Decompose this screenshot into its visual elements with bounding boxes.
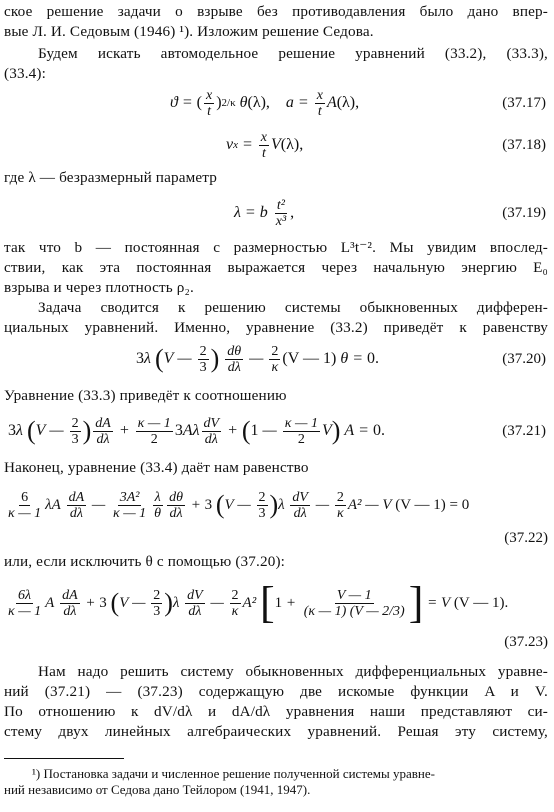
equation-37-21: 3 λ ( V — $\frac{2}{3}$ ) $\frac{dA}{d\lambda}$ + $\frac{\kappa — 1}{2}$ 3 Aλ $\frac{dV}{d\lambda}$ + ( 1 — $\frac{\kappa — 1}{2}$ V ) A = 0. (37.21) bbox=[8, 415, 546, 447]
footnote-line: ний независимо от Седова дано Тейлором (1941, 1947). bbox=[4, 782, 311, 797]
text-line: Задача сводится к решению системы обыкновенных дифферен- bbox=[38, 299, 548, 316]
equation-number: (37.20) bbox=[502, 351, 546, 367]
footnote-divider bbox=[4, 758, 124, 759]
equation-37-18: v x = $\frac{x}{t}$ V (λ), (37.18) bbox=[226, 129, 546, 161]
text-line: ствии, как эта постоянная выражается через начальную энергию E₀ bbox=[4, 259, 548, 276]
equation-number: (37.18) bbox=[502, 137, 546, 153]
equation-number: (37.22) bbox=[504, 530, 548, 546]
text-line: циальных уравнений. Именно, уравнение (33.2) приведёт к равенству bbox=[4, 319, 548, 336]
equation-37-17: ϑ = ( $\frac{x}{t}$ ) 2/κ θ (λ), a = $\frac{x}{t}$ A (λ), (37.17) bbox=[170, 87, 546, 119]
text-line: Наконец, уравнение (33.4) даёт нам равенство bbox=[4, 459, 309, 476]
text-line: стему двух линейных алгебраических уравнений. Решая эту систему, bbox=[4, 723, 548, 740]
text-line: Будем искать автомодельное решение уравнений (33.2), (33.3), bbox=[38, 45, 548, 62]
text-line: Нам надо решить систему обыкновенных дифференциальных уравне- bbox=[38, 663, 548, 680]
equation-37-20: 3 λ ( V — $\frac{2}{3}$ ) $\frac{d\theta}{d\lambda}$ — $\frac{2}{\kappa}$ (V — 1) θ = 0. (37.20) bbox=[136, 343, 546, 375]
text-line: вые Л. И. Седовым (1946) ¹). Изложим решение Седова. bbox=[4, 23, 374, 40]
text-line: ское решение задачи о взрыве без противодавления было дано впер- bbox=[4, 3, 548, 20]
text-line: Уравнение (33.3) приведёт к соотношению bbox=[4, 387, 287, 404]
equation-number: (37.17) bbox=[502, 95, 546, 111]
equation-37-19: λ = b $\frac{\text{t²}}{\text{x³}}$ , (37.19) bbox=[234, 197, 546, 229]
text-line: ний (37.21) — (37.23) содержащую две искомые функции A и V. bbox=[4, 683, 548, 700]
text-line: По отношению к dV/dλ и dA/dλ уравнения наши представляют си- bbox=[4, 703, 548, 720]
text-line: (33.4): bbox=[4, 65, 46, 82]
equation-number: (37.23) bbox=[504, 634, 548, 650]
equation-number: (37.21) bbox=[502, 423, 546, 439]
equation-37-22: $\frac{6}{\kappa — 1}$ λA $\frac{dA}{d\lambda}$ — $\frac{\text{3A²}}{\kappa — 1}$ $\frac{\lambda}{\theta}$ $\frac{d\theta}{d\lambda}$ + 3 ( V — $\frac{2}{3}$ ) λ $\frac{dV}{d\lambda}$ — $\frac{2}{\kappa}$ A² — V (V — 1) = 0 bbox=[8, 489, 470, 521]
text-line: или, если исключить θ с помощью (37.20): bbox=[4, 553, 286, 570]
text-line: так что b — постоянная с размерностью L³t⁻². Мы увидим впослед- bbox=[4, 239, 548, 256]
text-line: где λ — безразмерный параметр bbox=[4, 169, 217, 186]
text-line: взрыва и через плотность ρ₂. bbox=[4, 279, 194, 296]
equation-37-23: $\frac{6\lambda}{\kappa — 1}$ A $\frac{dA}{d\lambda}$ + 3 ( V — $\frac{2}{3}$ ) λ $\frac{dV}{d\lambda}$ — $\frac{2}{\kappa}$ A² [ 1 + $\frac{V — 1}{(\kappa — 1) (V — 2/3)}$ ] = V (V — 1). bbox=[8, 578, 509, 627]
footnote-line: ¹) Постановка задачи и численное решение полученной системы уравне- bbox=[32, 766, 435, 781]
equation-number: (37.19) bbox=[502, 205, 546, 221]
